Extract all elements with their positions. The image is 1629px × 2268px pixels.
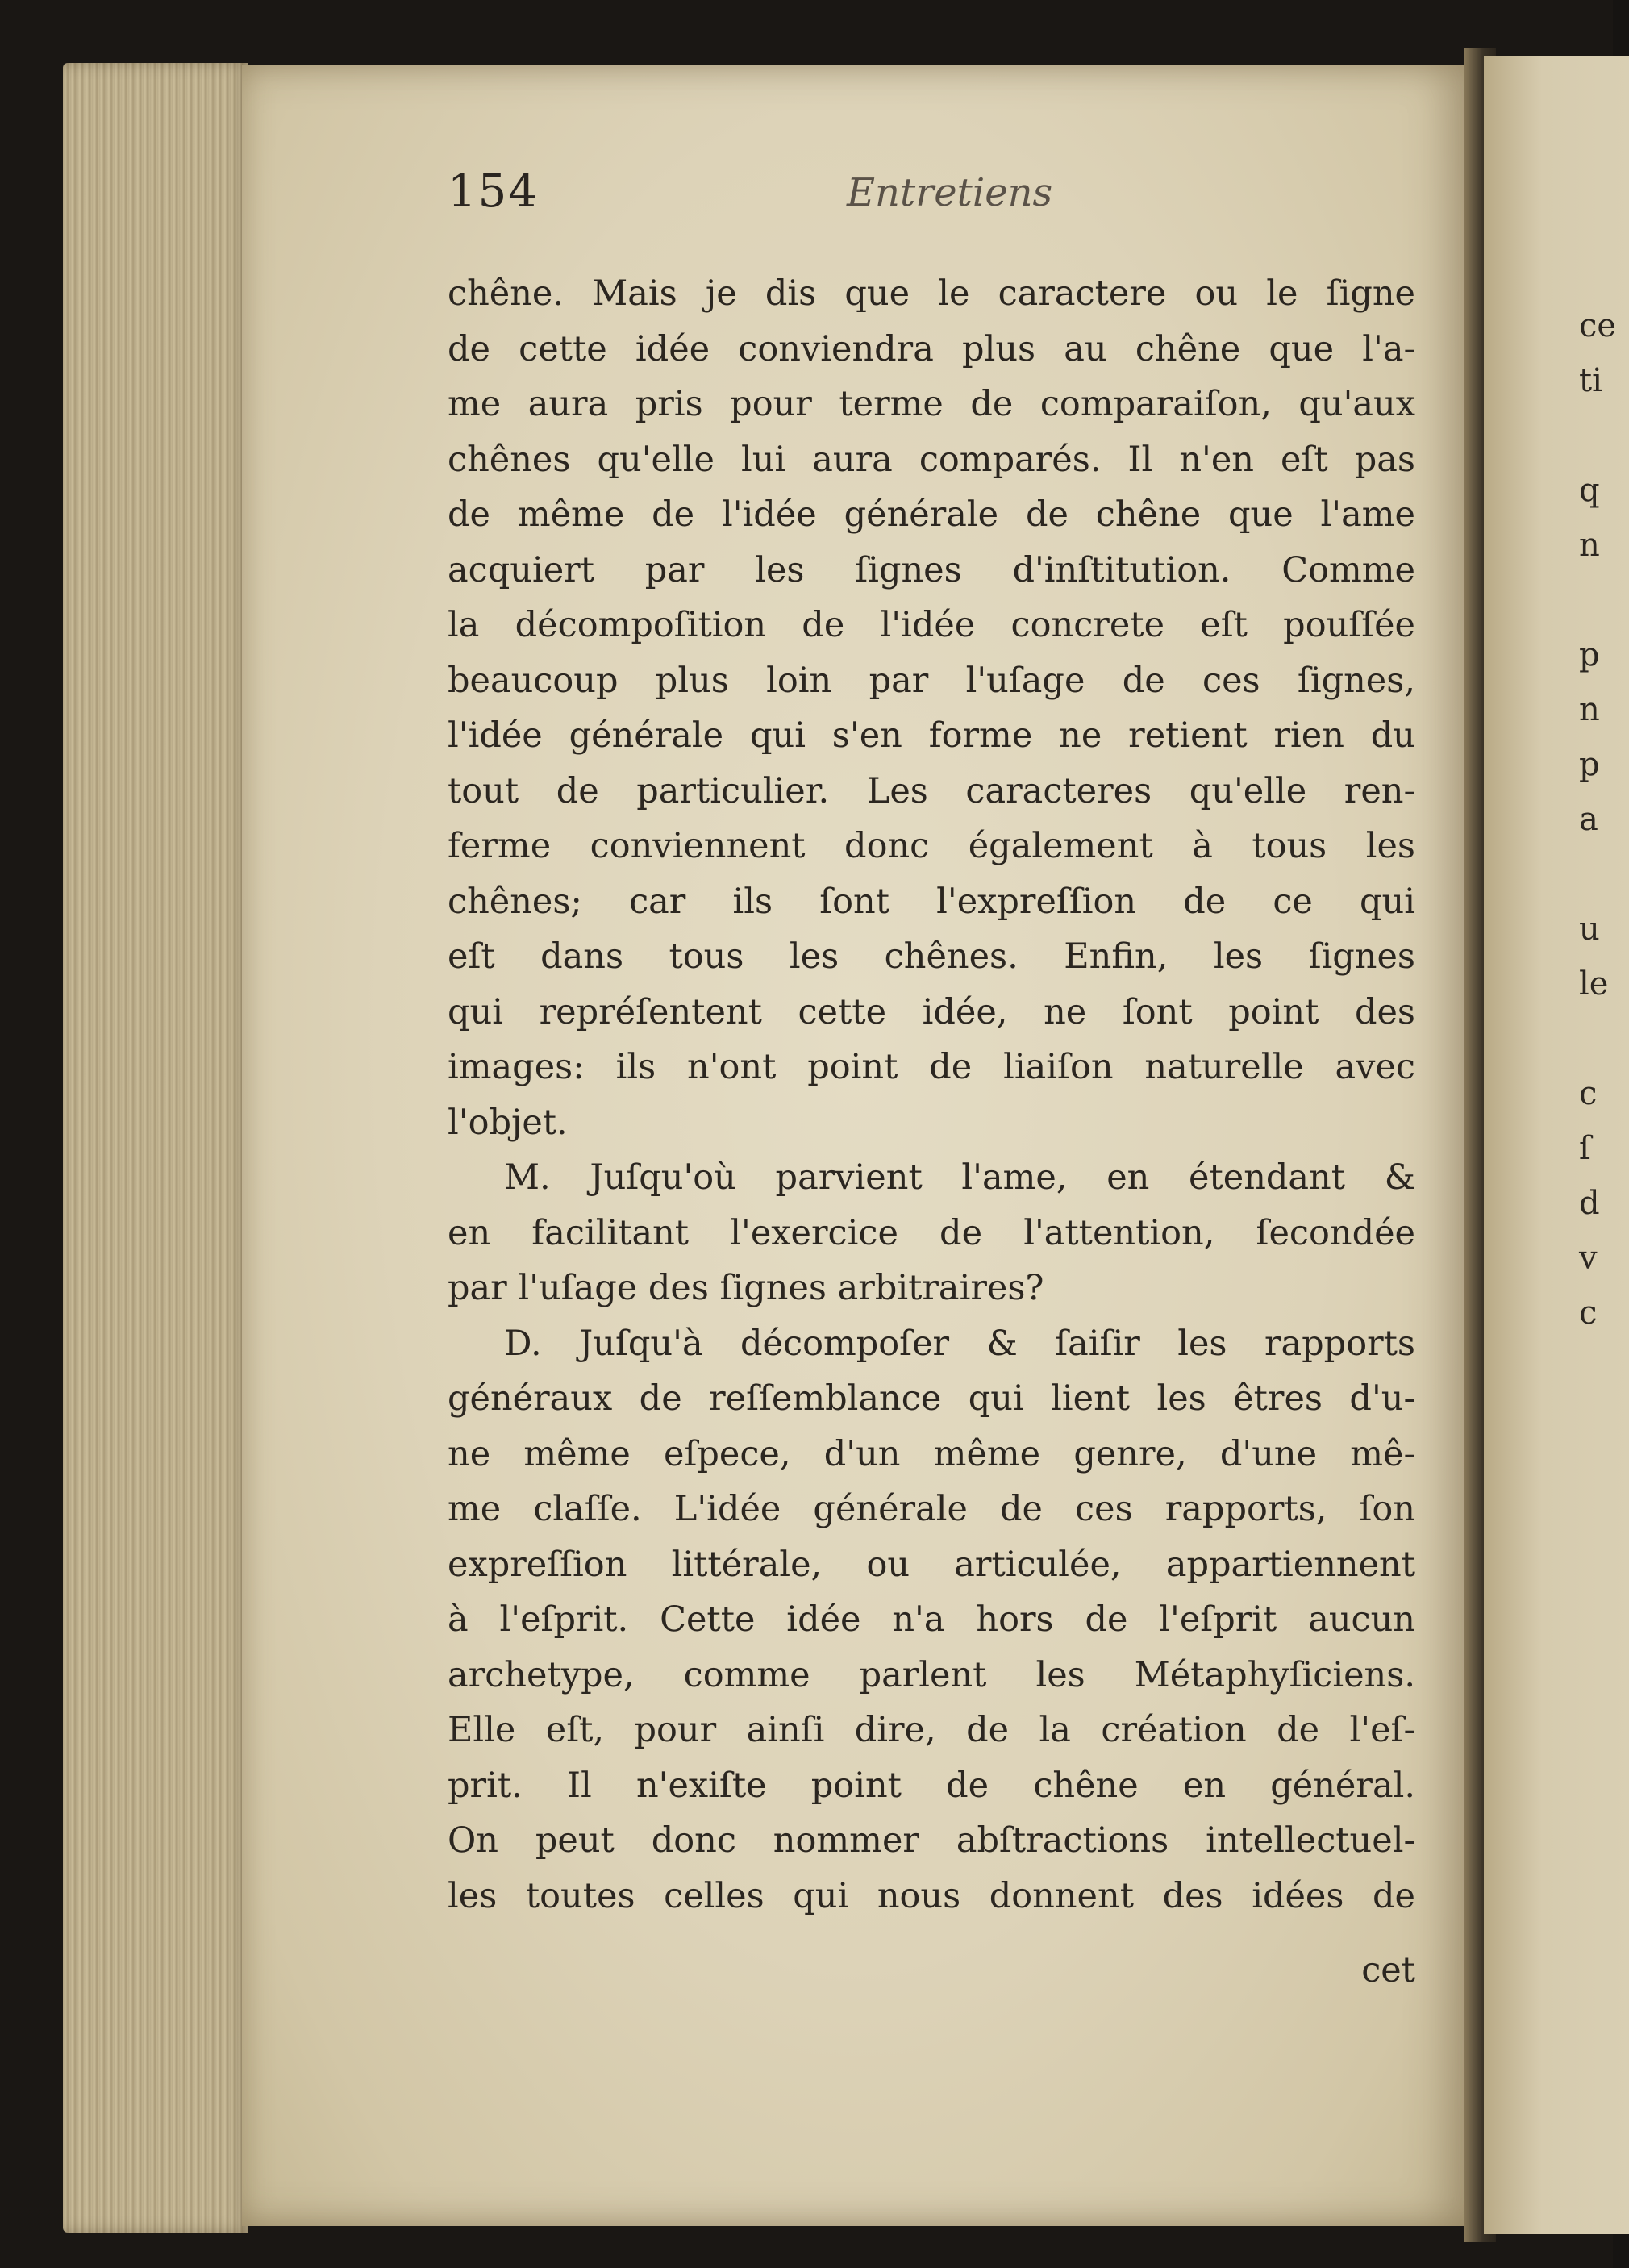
text-line: beaucoup plus loin par l'uſage de ces ſignes, bbox=[448, 660, 1415, 701]
text-line: M. Juſqu'où parvient l'ame, en étendant & bbox=[504, 1157, 1415, 1198]
text-line: expreſſion littérale, ou articulée, appartiennent bbox=[448, 1544, 1415, 1585]
facing-page-fragment: q bbox=[1579, 472, 1600, 509]
page-edges bbox=[63, 63, 248, 2233]
text-line: ferme conviennent donc également à tous les bbox=[448, 826, 1415, 866]
facing-page-text bbox=[1579, 298, 1617, 1340]
text-line: par l'uſage des ſignes arbitraires? bbox=[448, 1268, 1044, 1308]
facing-page-fragment: a bbox=[1579, 801, 1598, 838]
text-line: acquiert par les ſignes d'inſtitution. Comme bbox=[448, 549, 1415, 590]
text-line: en facilitant l'exercice de l'attention, ſecondée bbox=[448, 1212, 1415, 1253]
text-line: eſt dans tous les chênes. Enfin, les ſignes bbox=[448, 936, 1415, 977]
text-line: prit. Il n'exiſte point de chêne en général. bbox=[448, 1765, 1415, 1806]
facing-page-fragment: le bbox=[1579, 965, 1609, 1003]
facing-page-fragment: p bbox=[1579, 746, 1600, 783]
facing-page-fragment: v bbox=[1579, 1240, 1598, 1277]
text-line: tout de particulier. Les caracteres qu'elle ren- bbox=[448, 770, 1415, 811]
facing-page-fragment bbox=[1579, 847, 1611, 902]
body-text bbox=[448, 266, 1415, 1924]
text-line: à l'eſprit. Cette idée n'a hors de l'eſprit aucun bbox=[448, 1599, 1415, 1640]
text-line: généraux de reſſemblance qui lient les êtres d'u- bbox=[448, 1378, 1415, 1419]
text-line: qui repréſentent cette idée, ne ſont point des bbox=[448, 991, 1415, 1032]
facing-page-fragment: c bbox=[1579, 1295, 1598, 1332]
text-line: me claſſe. L'idée générale de ces rapports, ſon bbox=[448, 1489, 1415, 1529]
facing-page-fragment bbox=[1579, 573, 1611, 627]
facing-page-fragment bbox=[1579, 1011, 1611, 1066]
facing-page-fragment: n bbox=[1579, 527, 1600, 564]
catchword: cet bbox=[1361, 1950, 1415, 1991]
facing-page-fragment: u bbox=[1579, 911, 1600, 948]
text-line: archetype, comme parlent les Métaphyſiciens. bbox=[448, 1654, 1415, 1695]
facing-page-fragment bbox=[1579, 408, 1611, 463]
facing-page-fragment: c bbox=[1579, 1075, 1598, 1112]
facing-page-fragment: ti bbox=[1579, 362, 1602, 399]
text-line: de même de l'idée générale de chêne que l'ame bbox=[448, 494, 1415, 535]
facing-page-fragment: ce bbox=[1579, 307, 1617, 344]
text-line: l'objet. bbox=[448, 1102, 568, 1143]
text-line: les toutes celles qui nous donnent des idées de bbox=[448, 1875, 1415, 1916]
text-line: D. Juſqu'à décompoſer & ſaiſir les rapports bbox=[504, 1323, 1415, 1364]
text-line: ne même eſpece, d'un même genre, d'une mê- bbox=[448, 1433, 1415, 1474]
text-line: chêne. Mais je dis que le caractere ou le ſigne bbox=[448, 273, 1415, 314]
facing-page-fragment: p bbox=[1579, 636, 1600, 673]
text-line: chênes; car ils ſont l'expreſſion de ce qui bbox=[448, 881, 1415, 922]
facing-page-fragment: n bbox=[1579, 691, 1600, 728]
text-line: On peut donc nommer abſtractions intellectuel- bbox=[448, 1820, 1415, 1861]
facing-page-fragment: ſ bbox=[1579, 1130, 1591, 1167]
page-header bbox=[448, 165, 1415, 230]
text-line: Elle eſt, pour ainſi dire, de la création de l'eſ- bbox=[448, 1710, 1415, 1750]
text-line: images: ils n'ont point de liaiſon naturelle avec bbox=[448, 1047, 1415, 1087]
page-number: 154 bbox=[448, 165, 539, 218]
text-line: chênes qu'elle lui aura comparés. Il n'en eſt pas bbox=[448, 439, 1415, 480]
text-line: l'idée générale qui s'en forme ne retient rien du bbox=[448, 715, 1415, 756]
text-line: me aura pris pour terme de comparaiſon, qu'aux bbox=[448, 384, 1415, 424]
facing-page-fragment: d bbox=[1579, 1185, 1600, 1222]
text-line: la décompoſition de l'idée concrete eſt pouſſée bbox=[448, 605, 1415, 645]
running-head: Entretiens bbox=[847, 170, 1053, 215]
text-line: de cette idée conviendra plus au chêne que l'a- bbox=[448, 328, 1415, 369]
